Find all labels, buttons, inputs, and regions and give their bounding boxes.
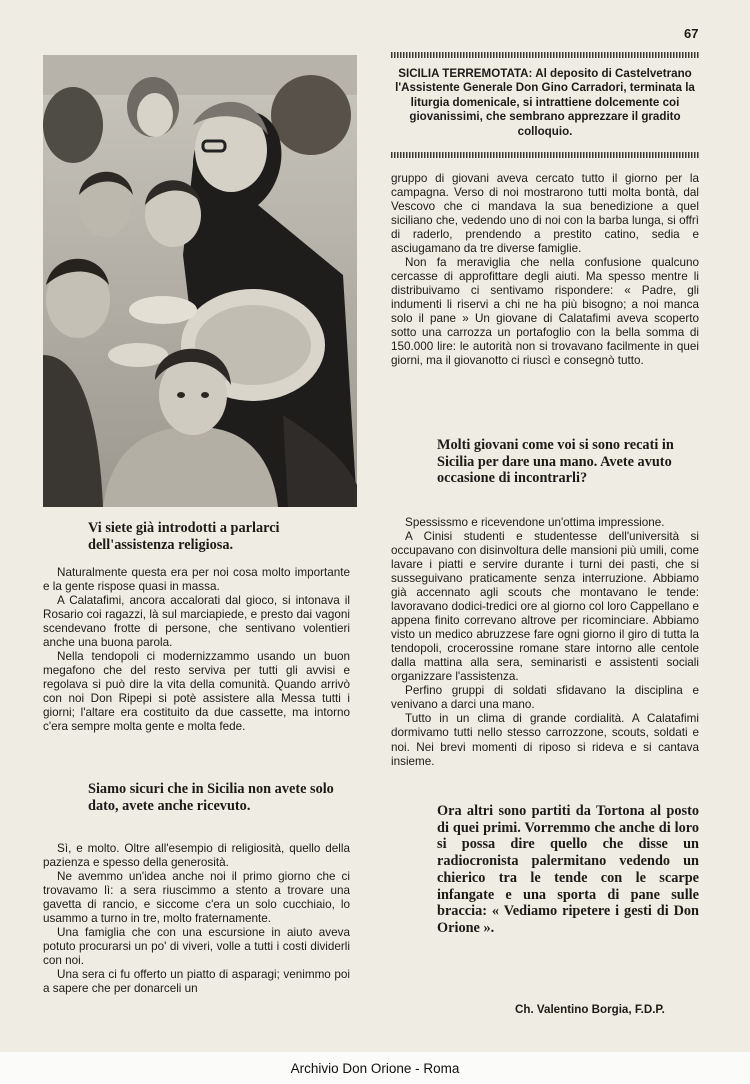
continuation-text [391,172,699,368]
answer-2 [43,842,350,996]
paragraph: Non fa meraviglia che nella confusione qualcuno cercasse di approfittare degli aiuti. Ma spesso mentre li distribuivamo ci sentivamo rispondere: « Padre, gli indumenti li riservi a chi ne ha più bisogno; a noi manca solo il pane » Un giovane di Calatafimi aveva scoperto sotto una carrozza un portafoglio con la bella somma di 150.000 lire: le autorità non si trovavano facilmente in quei giorni, ma il giovanotto ci riuscì e consegnò tutto. [391,256,699,368]
caption-rule-bottom [391,152,699,158]
paragraph: Nella tendopoli ci modernizzammo usando un buon megafono che del resto serviva per tutti gli avvisi e regolava si può dire la vita della comunità. Quando arrivò con noi Don Ripepi si potè assistere alla Messa tutti i giorni; l'altare era costituito da due cassette, ma intorno c'era sempre molta gente e molta fede. [43,650,350,734]
paragraph: Naturalmente questa era per noi cosa molto importante e la gente rispose quasi in massa. [43,566,350,594]
photo-caption: SICILIA TERREMOTATA: Al deposito di Castelvetrano l'Assistente Generale Don Gino Carradori, terminata la liturgia domenicale, si intrattiene dolcemente coi giovanissimi, che sembrano apprezzare il gradito colloquio. [395,67,695,138]
archive-footer: Archivio Don Orione - Roma [290,1061,460,1076]
paragraph: Ne avemmo un'idea anche noi il primo giorno che ci trovavamo lì: a sera riuscimmo a stento a trovare una gavetta di rancio, e siccome c'era un solo cucchiaio, lo usammo a turno in tre, molto fraternamente. [43,870,350,926]
paragraph: Una sera ci fu offerto un piatto di asparagi; venimmo poi a sapere che per donarceli un [43,968,350,996]
paragraph: Una famiglia che con una escursione in aiuto aveva potuto procurarsi un po' di viveri, volle a tutti i costi dividerli con noi. [43,926,350,968]
paragraph: A Calatafimi, ancora accalorati dal gioco, si intonava il Rosario coi ragazzi, là sul marciapiede, e presto dai vagoni scendevano frotte di persone, che sentivano volentieri anche una buona parola. [43,594,350,650]
answer-1 [43,566,350,734]
paragraph: Spessissmo e ricevendone un'ottima impressione. [405,516,665,529]
question-3: Molti giovani come voi si sono recati in Sicilia per dare una mano. Avete avuto occasione di incontrarli? [437,437,674,487]
photo [43,55,357,507]
photo-image [43,55,357,507]
caption-rule-top [391,52,699,58]
paragraph: Tutto in un clima di grande cordialità. A Calatafimi dormivamo tutti nello stesso carrozzone, scouts, soldati e noi. Nei brevi momenti di riposo si rideva e si cantava insieme. [391,712,699,768]
answer-3 [391,516,699,769]
paragraph: gruppo di giovani aveva cercato tutto il giorno per la campagna. Verso di noi mostrarono tutti molta bontà, dal Vescovo che ci mandava la sua benedizione a quel siciliano che, vedendo uno di noi con la barba lunga, si offrì di raderlo, prendendo a prestito catino, sedia e asciugamano da tre diverse famiglie. [391,172,699,256]
paragraph: Sì, e molto. Oltre all'esempio di religiosità, quello della pazienza e spesso della generosità. [43,842,350,870]
page-number: 67 [684,26,699,41]
question-2: Siamo sicuri che in Sicilia non avete solo dato, avete anche ricevuto. [88,781,334,814]
paragraph: A Cinisi studenti e studentesse dell'università si occupavano con disinvoltura delle mansioni più umili, come lavare i piatti e servire durante i turni dei pasti, che si susseguivano praticamente senza interruzione. Abbiamo già accennato agli scouts che montavano le tende: lavoravano dodici-tredici ore al giorno col loro Cappellano e appena finito correvano altrove per ricominciare. Abbiamo visto un medico abruzzese fare ogni giorno il giro di tutta la tendopoli, crocerossine romane stare intorno alle centole dalla mattina alla sera, seminaristi e assistenti sociali organizzare l'assistenza. [391,530,699,684]
closing-remark: Ora altri sono partiti da Tortona al posto di quei primi. Vorremmo che anche di loro si possa dire quello che disse un radiocronista palermitano vedendo un chierico tra le tende con le scarpe infangate e una sporta di pane sulle braccia: « Vediamo ripetere i gesti di Don Orione ». [437,803,699,937]
question-1: Vi siete già introdotti a parlarci dell'assistenza religiosa. [88,520,280,553]
paragraph: Perfino gruppi di soldati sfidavano la disciplina e venivano a darci una mano. [391,684,699,712]
signature: Ch. Valentino Borgia, F.D.P. [515,1003,665,1016]
